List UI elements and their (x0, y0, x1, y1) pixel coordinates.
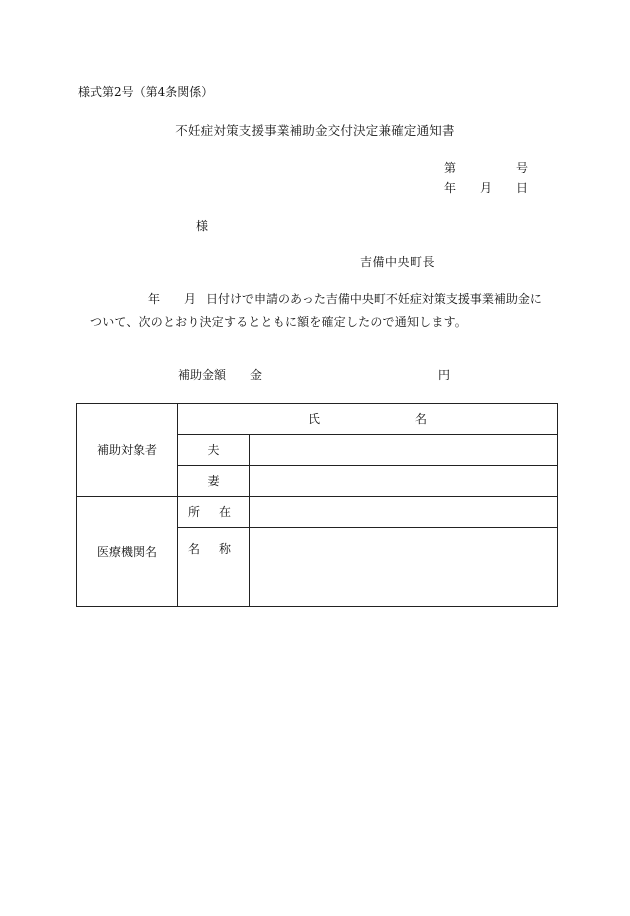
husband-name-cell[interactable] (250, 435, 558, 466)
body-year: 年 (148, 292, 161, 306)
date-month: 月 (480, 181, 493, 195)
husband-label-cell (178, 435, 250, 466)
name-header-1: 氏 (308, 412, 321, 426)
amount-prefix: 金 (250, 368, 263, 382)
body-line2: ついて、次のとおり決定するとともに額を確定したので通知します。 (90, 315, 468, 329)
location-label-1: 所 (188, 505, 201, 519)
body-line1: 日付けで申請のあった吉備中央町不妊症対策支援事業補助金に (206, 292, 542, 306)
location-label-2: 在 (218, 505, 231, 519)
form-number-label: 様式第2号（第4条関係） (78, 85, 214, 99)
institution-name-label-cell (178, 528, 250, 607)
date-day: 日 (516, 181, 529, 195)
name-header-cell (178, 404, 558, 435)
number-prefix: 第 (444, 161, 457, 175)
date-year: 年 (444, 181, 457, 195)
wife-name-cell[interactable] (250, 466, 558, 497)
wife-label: 妻 (207, 474, 220, 488)
subject-header-cell (77, 404, 178, 497)
document-title: 不妊症対策支援事業補助金交付決定兼確定通知書 (175, 123, 455, 138)
institution-name-value-cell[interactable] (250, 528, 558, 607)
body-month: 月 (184, 292, 197, 306)
institution-name-label-2: 称 (218, 542, 231, 556)
name-header-2: 名 (414, 412, 427, 426)
husband-label: 夫 (207, 443, 220, 457)
location-label-cell (178, 497, 250, 528)
institution-name-label-1: 名 (188, 542, 201, 556)
location-value-cell[interactable] (250, 497, 558, 528)
number-suffix: 号 (516, 161, 529, 175)
issuer-name: 吉備中央町長 (360, 255, 436, 269)
recipient-honorific: 様 (196, 219, 209, 233)
institution-header: 医療機関名 (96, 544, 157, 559)
details-table (76, 403, 558, 607)
amount-unit: 円 (438, 368, 451, 382)
wife-label-cell (178, 466, 250, 497)
amount-label: 補助金額 (178, 368, 227, 382)
institution-header-cell (77, 497, 178, 607)
subject-header: 補助対象者 (96, 443, 157, 457)
